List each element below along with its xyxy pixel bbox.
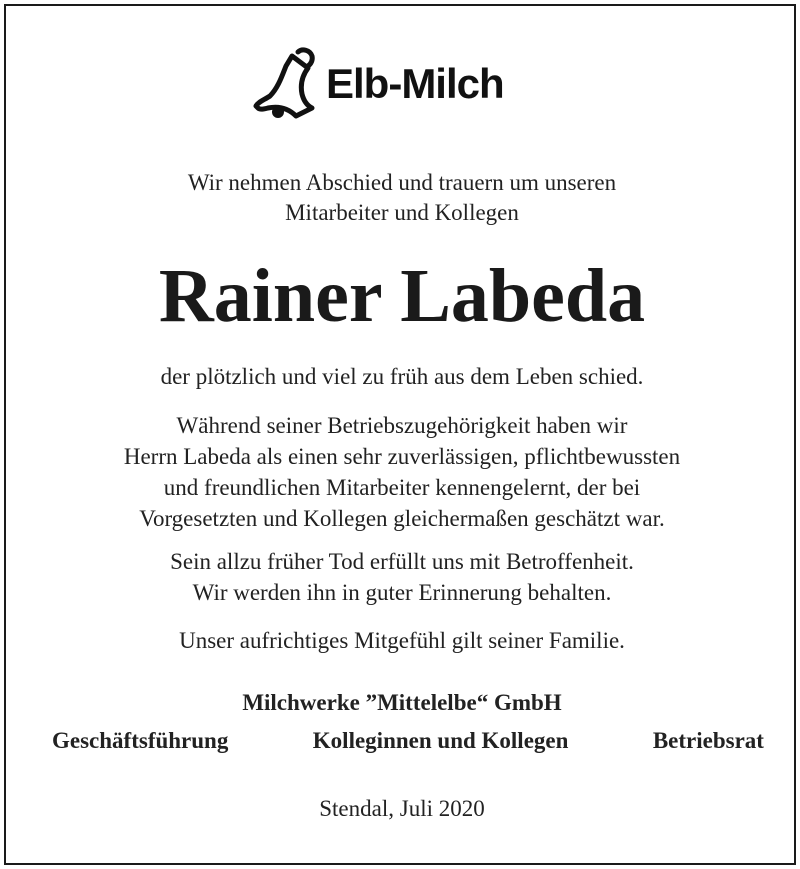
intro-text <box>6 168 798 228</box>
bell-icon <box>252 46 324 122</box>
logo-text: Elb-Milch <box>326 60 504 107</box>
condolence-paragraph <box>6 546 798 608</box>
company-name: Milchwerke ”Mittelelbe“ GmbH <box>242 690 562 715</box>
place-date: Stendal, Juli 2020 <box>319 796 485 821</box>
tribute-line: Herrn Labeda als einen sehr zuverlässigen, pflichtbewussten <box>123 444 681 469</box>
obituary-frame <box>4 4 796 865</box>
signer-management: Geschäftsführung <box>52 728 229 753</box>
tribute-line: und freundlichen Mitarbeiter kennengelernt, der bei <box>163 475 641 500</box>
intro-line: Wir nehmen Abschied und trauern um unseren <box>187 170 617 195</box>
company-logo <box>252 46 552 122</box>
signer-colleagues: Kolleginnen und Kollegen <box>312 728 569 753</box>
tribute-line: Vorgesetzten und Kollegen gleichermaßen geschätzt war. <box>139 506 665 531</box>
condolence-line: Wir werden ihn in guter Erinnerung behalten. <box>192 580 612 605</box>
tribute-paragraph <box>6 410 798 534</box>
sympathy-line: Unser aufrichtiges Mitgefühl gilt seiner Familie. <box>179 628 625 653</box>
condolence-line: Sein allzu früher Tod erfüllt uns mit Betroffenheit. <box>170 549 634 574</box>
intro-line: Mitarbeiter und Kollegen <box>285 200 519 225</box>
signer-works-council: Betriebsrat <box>652 728 764 753</box>
tribute-line: Während seiner Betriebszugehörigkeit haben wir <box>176 413 628 438</box>
death-statement: der plötzlich und viel zu früh aus dem Leben schied. <box>160 364 644 389</box>
signers-row <box>52 728 764 754</box>
deceased-name: Rainer Labeda <box>158 254 646 338</box>
